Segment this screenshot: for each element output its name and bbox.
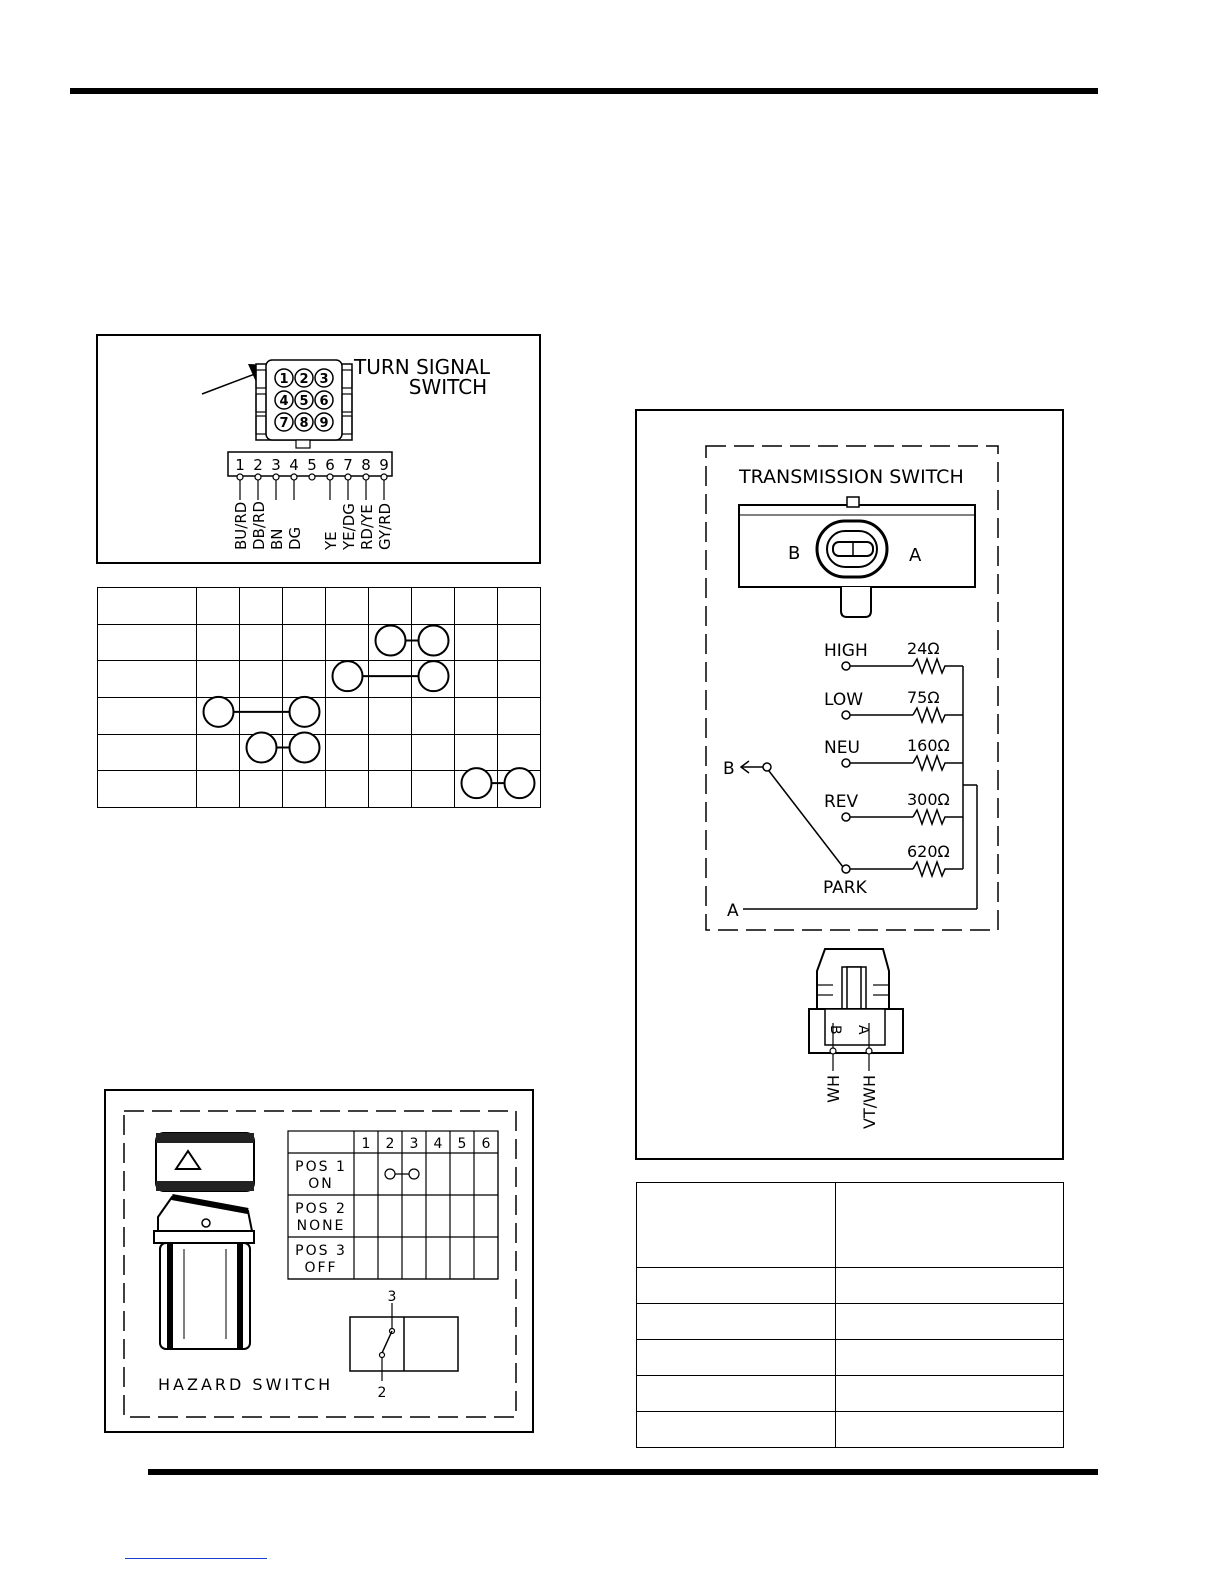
gear-position-label: NEU [824,738,860,758]
resistance-value: 75Ω [907,688,940,707]
hazard-terminal-2: 2 [377,1385,387,1401]
hazard-column-header: 1 [361,1136,371,1152]
bottom-rule [148,1469,1098,1475]
resistance-value: 24Ω [907,639,940,658]
terminal-dot [327,474,333,480]
transmission-resistance-table [636,1182,1064,1448]
connector-pin-number: 2 [299,372,309,387]
resistance-table-cell [637,1376,836,1412]
terminal-number: 3 [271,456,281,474]
connector-pin-number: 6 [319,394,329,409]
gear-contact [842,711,850,719]
terminal-dot [363,474,369,480]
hazard-column-header: 6 [481,1136,491,1152]
footer-link[interactable] [125,1540,267,1559]
wire-color-label: YE/DG [340,503,358,550]
plug-wire-wh: WH [824,1075,843,1103]
resistance-table-row [637,1412,1064,1448]
resistance-table-cell [637,1183,836,1268]
plug-label-b: B [827,1025,843,1035]
continuity-node [290,697,320,727]
continuity-node [204,697,234,727]
connector-label-a: A [909,545,922,566]
connector-pin-number: 3 [319,372,329,387]
resistance-value: 300Ω [907,790,950,809]
continuity-node [290,733,320,763]
wire-color-label: YE [322,531,340,550]
hazard-switch-body [160,1243,250,1349]
terminal-dot [237,474,243,480]
plug-label-a: A [855,1025,871,1035]
resistance-table-cell [835,1304,1063,1340]
resistance-table-row [637,1304,1064,1340]
hazard-continuity-node [385,1169,395,1179]
terminal-number: 9 [379,456,389,474]
resistance-table-cell [637,1304,836,1340]
wire-color-label: DG [286,526,304,550]
continuity-node [333,661,363,691]
terminal-dot [381,474,387,480]
transmission-switch-figure [635,409,1064,1160]
terminal-number: 2 [253,456,263,474]
resistance-table-cell [637,1268,836,1304]
terminal-dot [309,474,315,480]
terminal-number: 7 [343,456,353,474]
hazard-position-table [288,1131,498,1279]
connector-pin-number: 5 [299,394,309,409]
resistor-symbol [913,862,963,876]
resistance-value: 160Ω [907,736,950,755]
connector-pin-number: 4 [279,394,289,409]
hazard-position-label: POS 1 [295,1159,347,1175]
terminal-number: 1 [235,456,245,474]
continuity-node [376,626,406,656]
transmission-plug [809,949,903,1129]
terminal-dot [345,474,351,480]
top-rule [70,88,1098,94]
resistance-table-cell [835,1183,1063,1268]
gear-position-label: REV [824,792,859,812]
wire-color-label: GY/RD [376,502,394,550]
resistor-symbol [913,659,963,673]
park-label: PARK [823,878,867,898]
resistance-table-row [637,1376,1064,1412]
turn-signal-title-line2: SWITCH [408,375,488,399]
gear-contact [842,662,850,670]
continuity-node [505,768,535,798]
hazard-column-header: 3 [409,1136,419,1152]
wire-color-label: RD/YE [358,504,376,550]
wiper-arm [769,771,843,867]
hazard-position-state: ON [308,1176,334,1192]
continuity-node [247,733,277,763]
hazard-switch-diagram [106,1091,532,1431]
hazard-column-header: 4 [433,1136,443,1152]
wire-color-label: BU/RD [232,501,250,550]
terminal-b-label: B [723,759,735,779]
hazard-position-state: NONE [296,1218,346,1234]
hazard-position-label: POS 3 [295,1243,347,1259]
hazard-terminal-3: 3 [387,1289,397,1305]
turn-signal-figure [96,334,541,564]
hazard-switch-figure [104,1089,534,1433]
transmission-circuit [723,639,977,921]
continuity-node [462,768,492,798]
connector-label-b: B [788,543,801,564]
connector-pin-number: 7 [279,416,289,431]
resistance-value: 620Ω [907,842,950,861]
hazard-continuity-node [409,1169,419,1179]
gear-position-label: HIGH [824,641,868,661]
resistance-table-cell [835,1376,1063,1412]
connector-pin-number: 9 [319,416,329,431]
continuity-node [419,661,449,691]
continuity-node [419,626,449,656]
transmission-title: TRANSMISSION SWITCH [739,466,964,488]
resistance-table-cell [835,1340,1063,1376]
resistor-symbol [913,708,963,722]
continuity-markers [97,587,541,801]
resistance-table-cell [835,1268,1063,1304]
connector-pin-number: 1 [279,372,289,387]
hazard-switch-title: HAZARD SWITCH [158,1375,334,1394]
terminal-dot [291,474,297,480]
connector-pin-number: 8 [299,416,309,431]
resistor-symbol [913,756,963,770]
turn-signal-diagram [98,336,539,562]
resistor-symbol [913,810,963,824]
terminal-number: 8 [361,456,371,474]
wire-color-label: DB/RD [250,501,268,550]
resistance-table-cell [835,1412,1063,1448]
resistance-table-row [637,1268,1064,1304]
terminal-dot [273,474,279,480]
hazard-column-header: 5 [457,1136,467,1152]
terminal-number: 6 [325,456,335,474]
turn-signal-title-line1: TURN SIGNAL [354,355,490,379]
resistance-table-cell [637,1412,836,1448]
gear-position-label: LOW [824,690,864,710]
terminal-number: 5 [307,456,317,474]
terminal-number: 4 [289,456,299,474]
pointer-arrow-line [202,372,260,394]
terminal-a-label: A [727,901,739,921]
terminal-dot [255,474,261,480]
transmission-switch-diagram [637,411,1062,1158]
hazard-position-label: POS 2 [295,1201,347,1217]
resistance-table-row [637,1183,1064,1268]
gear-contact [842,759,850,767]
wire-color-label: BN [268,528,286,550]
hazard-column-header: 2 [385,1136,395,1152]
plug-wire-vtwh: VT/WH [860,1075,879,1129]
gear-contact [842,813,850,821]
resistance-table-cell [637,1340,836,1376]
wiper-pivot [763,763,771,771]
hazard-position-state: OFF [304,1260,338,1276]
resistance-table-row [637,1340,1064,1376]
